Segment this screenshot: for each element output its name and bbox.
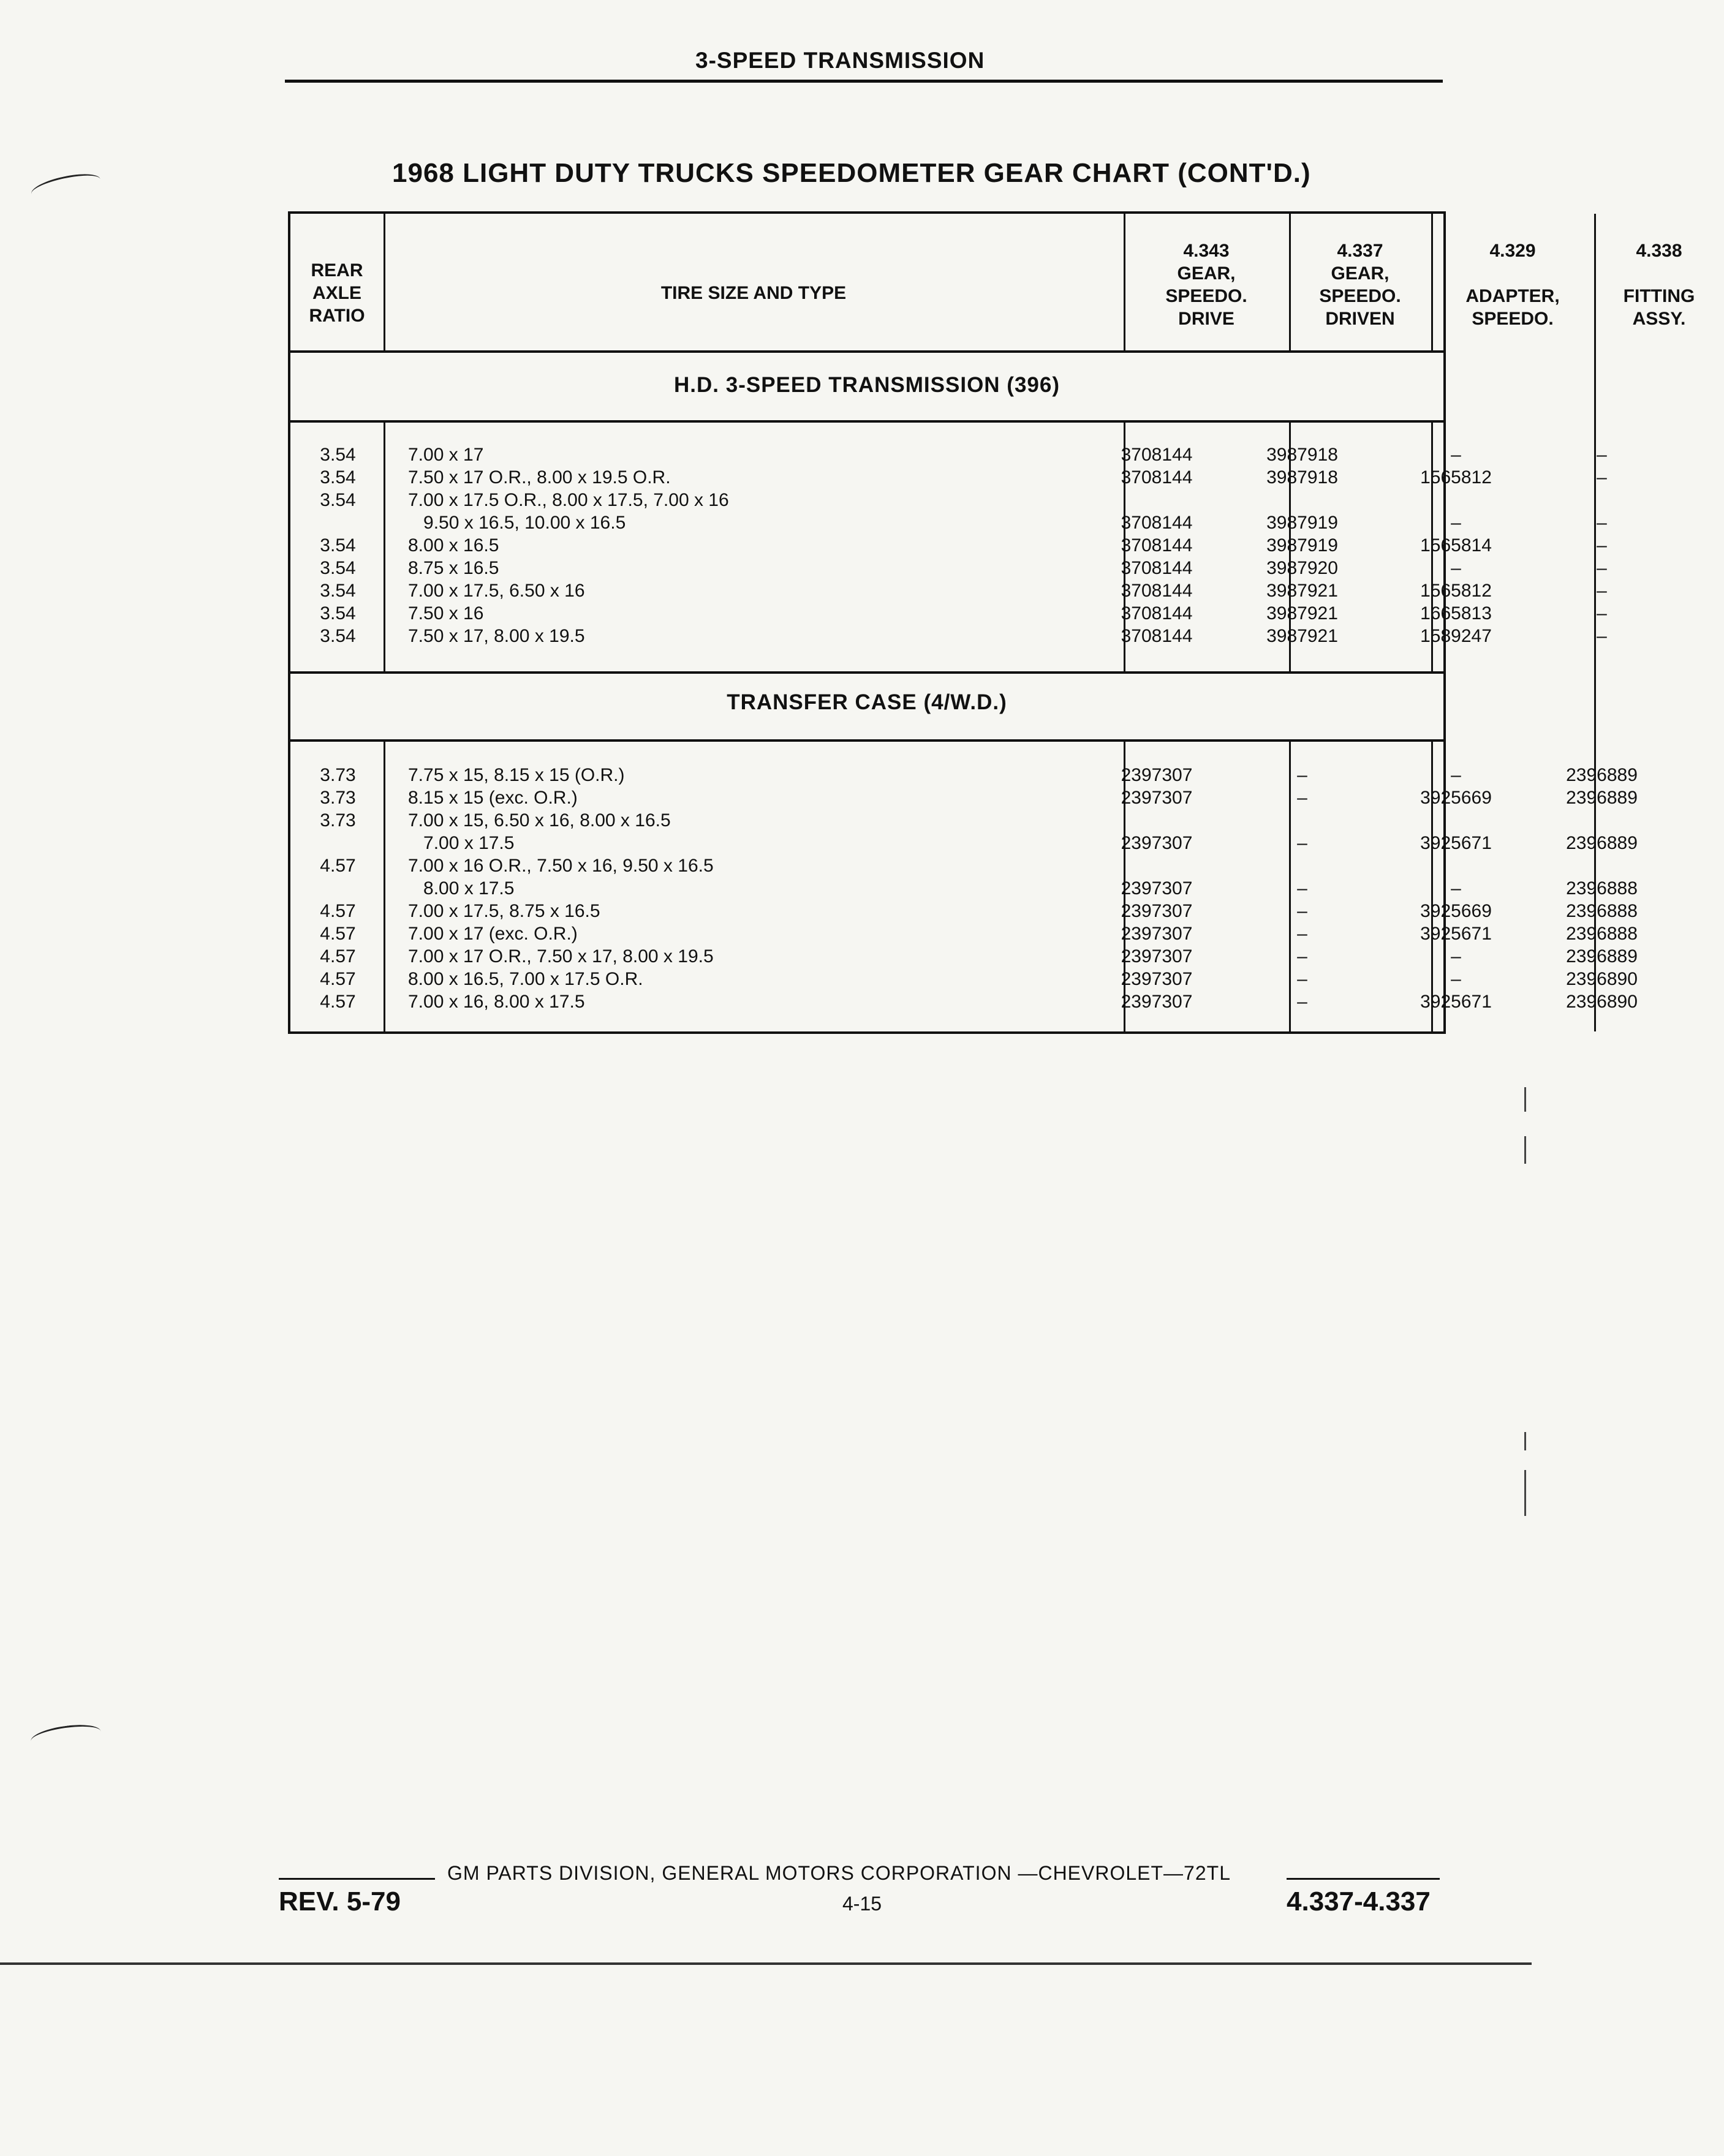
cell-drive: 2397307 [1121,788,1193,808]
cell-drive: 2397307 [1121,969,1193,989]
cell-driven: 3987919 [1266,513,1338,533]
column-header-drive: 4.343 GEAR, SPEEDO. DRIVE [1165,241,1247,329]
margin-mark [1524,1432,1526,1450]
cell-fitting: 2396889 [1566,833,1638,853]
cell-fitting: 2396889 [1566,765,1638,785]
cell-ratio: 3.73 [320,765,356,785]
cell-ratio: 3.73 [320,788,356,808]
page-bottom-rule [0,1962,1532,1965]
cell-ratio: 3.54 [320,581,356,601]
cell-adapter: – [1451,445,1461,465]
cell-driven: 3987919 [1266,535,1338,556]
punch-hole-mark [29,169,102,203]
cell-ratio: 4.57 [320,969,356,989]
cell-ratio: 3.54 [320,535,356,556]
section-title-transfer-case: TRANSFER CASE (4/W.D.) [727,690,1007,714]
cell-driven: – [1297,788,1307,808]
cell-drive: 2397307 [1121,901,1193,921]
cell-adapter: 1565812 [1420,581,1492,601]
cell-fitting: 2396888 [1566,924,1638,944]
cell-tire: 7.00 x 16 O.R., 7.50 x 16, 9.50 x 16.5 8.00 x 17.5 [408,856,714,899]
section-title-hd-3-speed: H.D. 3-SPEED TRANSMISSION (396) [674,373,1060,397]
cell-ratio: 4.57 [320,992,356,1012]
cell-adapter: 3925671 [1420,924,1492,944]
cell-tire: 7.50 x 17 O.R., 8.00 x 19.5 O.R. [408,467,671,488]
cell-fitting: 2396890 [1566,992,1638,1012]
cell-fitting: 2396889 [1566,788,1638,808]
cell-driven: – [1297,878,1307,899]
cell-tire: 7.00 x 17.5, 8.75 x 16.5 [408,901,600,921]
cell-fitting: – [1597,603,1607,624]
margin-mark [1524,1470,1526,1516]
cell-adapter: 3925671 [1420,833,1492,853]
cell-drive: 2397307 [1121,765,1193,785]
cell-driven: – [1297,992,1307,1012]
cell-driven: – [1297,765,1307,785]
cell-tire: 8.15 x 15 (exc. O.R.) [408,788,578,808]
cell-tire: 7.50 x 17, 8.00 x 19.5 [408,626,585,646]
cell-tire: 7.00 x 17 [408,445,484,465]
cell-tire: 7.00 x 16, 8.00 x 17.5 [408,992,585,1012]
cell-driven: 3987918 [1266,445,1338,465]
cell-ratio: 4.57 [320,946,356,967]
cell-fitting: 2396890 [1566,969,1638,989]
cell-tire: 7.50 x 16 [408,603,484,624]
column-header-driven: 4.337 GEAR, SPEEDO. DRIVEN [1319,241,1401,329]
column-header-ratio: REAR AXLE RATIO [309,260,365,326]
revision-label: REV. 5-79 [279,1887,401,1917]
cell-tire: 7.00 x 17.5 O.R., 8.00 x 17.5, 7.00 x 16 9.50 x 16.5, 10.00 x 16.5 [408,490,729,533]
cell-tire: 8.75 x 16.5 [408,558,499,578]
cell-fitting: 2396889 [1566,946,1638,967]
page-number: 4-15 [842,1893,882,1915]
footer-rule-right [1287,1878,1440,1880]
cell-drive: 3708144 [1121,558,1193,578]
gear-chart-table [288,211,1695,1034]
margin-mark [1524,1087,1526,1112]
cell-drive: 2397307 [1121,924,1193,944]
cell-drive: 2397307 [1121,878,1193,899]
cell-adapter: – [1451,969,1461,989]
cell-driven: – [1297,946,1307,967]
cell-fitting: 2396888 [1566,901,1638,921]
cell-adapter: 1665813 [1420,603,1492,624]
cell-adapter: 3925671 [1420,992,1492,1012]
cell-driven: 3987920 [1266,558,1338,578]
cell-driven: – [1297,969,1307,989]
cell-drive: 3708144 [1121,535,1193,556]
cell-adapter: – [1451,878,1461,899]
cell-adapter: – [1451,946,1461,967]
cell-fitting: – [1597,467,1607,488]
margin-mark [1524,1136,1526,1164]
cell-tire: 7.00 x 17 O.R., 7.50 x 17, 8.00 x 19.5 [408,946,714,967]
cell-fitting: 2396888 [1566,878,1638,899]
cell-drive: 3708144 [1121,445,1193,465]
cell-ratio: 3.54 [320,558,356,578]
header-rule [285,80,1443,83]
cell-ratio: 3.54 [320,603,356,624]
cell-tire: 7.75 x 15, 8.15 x 15 (O.R.) [408,765,625,785]
cell-fitting: – [1597,513,1607,533]
cell-drive: 2397307 [1121,992,1193,1012]
cell-drive: 3708144 [1121,581,1193,601]
cell-adapter: 3925669 [1420,901,1492,921]
cell-ratio: 4.57 [320,924,356,944]
cell-adapter: – [1451,558,1461,578]
cell-adapter: 3925669 [1420,788,1492,808]
section-title: 3-SPEED TRANSMISSION [695,48,985,73]
cell-driven: 3987921 [1266,626,1338,646]
cell-driven: 3987921 [1266,603,1338,624]
column-header-tire: TIRE SIZE AND TYPE [660,283,847,303]
cell-tire: 7.00 x 15, 6.50 x 16, 8.00 x 16.5 7.00 x 17.5 [408,810,671,853]
cell-ratio: 4.57 [320,901,356,921]
cell-ratio: 3.54 [320,490,356,510]
cell-tire: 7.00 x 17 (exc. O.R.) [408,924,578,944]
chart-title: 1968 LIGHT DUTY TRUCKS SPEEDOMETER GEAR CHART (CONT'D.) [392,158,1311,188]
cell-fitting: – [1597,558,1607,578]
cell-driven: 3987918 [1266,467,1338,488]
cell-drive: 3708144 [1121,513,1193,533]
cell-drive: 3708144 [1121,467,1193,488]
cell-fitting: – [1597,445,1607,465]
cell-adapter: 1565812 [1420,467,1492,488]
punch-hole-mark [29,1721,102,1751]
cell-drive: 3708144 [1121,603,1193,624]
cell-drive: 3708144 [1121,626,1193,646]
cell-fitting: – [1597,535,1607,556]
row-divider [290,420,1443,423]
cell-ratio: 3.54 [320,445,356,465]
cell-driven: – [1297,924,1307,944]
cell-ratio: 3.73 [320,810,356,831]
cell-tire: 7.00 x 17.5, 6.50 x 16 [408,581,585,601]
cell-driven: 3987921 [1266,581,1338,601]
cell-drive: 2397307 [1121,833,1193,853]
cell-adapter: 1565814 [1420,535,1492,556]
cell-ratio: 3.54 [320,467,356,488]
cell-ratio: 4.57 [320,856,356,876]
cell-fitting: – [1597,581,1607,601]
column-header-fitting: 4.338 FITTING ASSY. [1623,241,1695,329]
cell-driven: – [1297,833,1307,853]
publisher-line: GM PARTS DIVISION, GENERAL MOTORS CORPORATION —CHEVROLET—72TL [447,1862,1231,1884]
cell-drive: 2397307 [1121,946,1193,967]
cell-tire: 8.00 x 16.5 [408,535,499,556]
cell-tire: 8.00 x 16.5, 7.00 x 17.5 O.R. [408,969,643,989]
row-divider [290,739,1443,742]
cell-adapter: 1589247 [1420,626,1492,646]
cell-ratio: 3.54 [320,626,356,646]
footer-rule-left [279,1878,435,1880]
cell-fitting: – [1597,626,1607,646]
section-reference: 4.337-4.337 [1287,1887,1431,1917]
cell-adapter: – [1451,513,1461,533]
cell-driven: – [1297,901,1307,921]
column-header-adapter: 4.329 ADAPTER, SPEEDO. [1465,241,1560,329]
cell-adapter: – [1451,765,1461,785]
